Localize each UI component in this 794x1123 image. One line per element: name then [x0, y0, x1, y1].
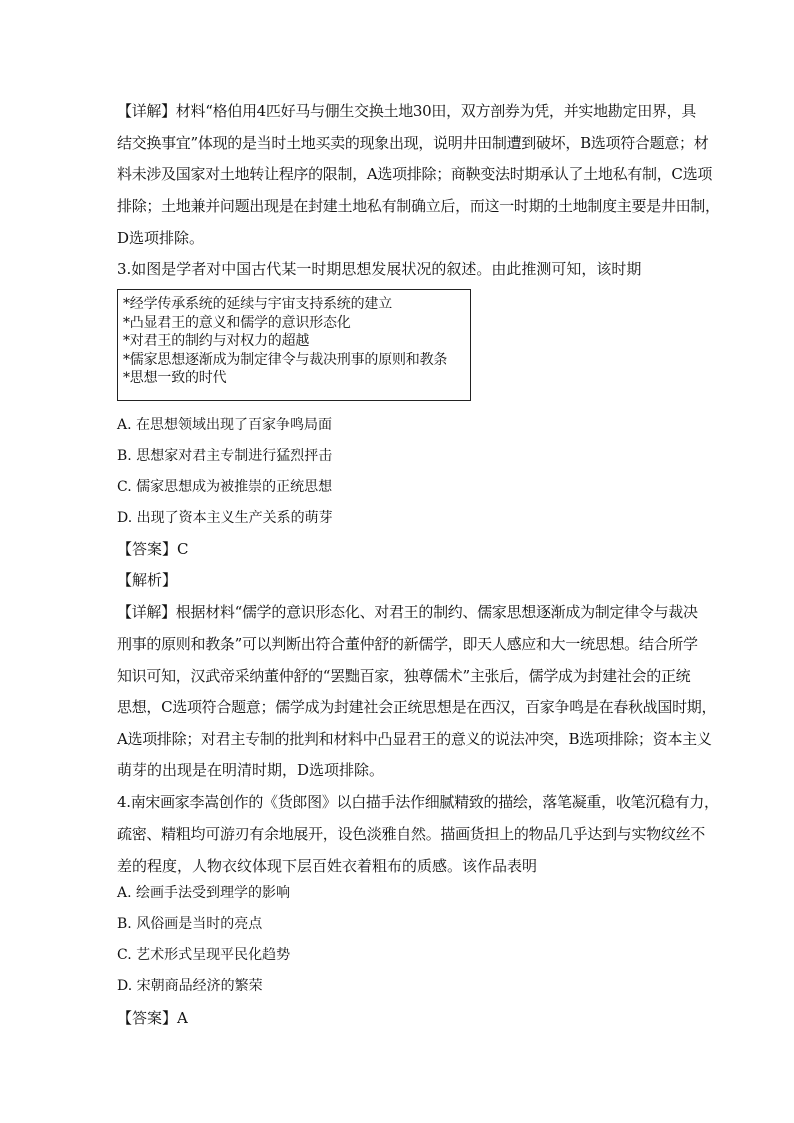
- q3-box-line-4: *儒家思想逐渐成为制定律令与裁决刑事的原则和教条: [123, 351, 448, 368]
- q4-option-b: B. 风俗画是当时的亮点: [117, 916, 263, 932]
- q3-answer: 【答案】C: [117, 540, 189, 558]
- q3-detail-line-4: 思想，C选项符合题意；儒学成为封建社会正统思想是在西汉，百家争鸣是在春秋战国时期，: [117, 698, 717, 716]
- q3-option-a: A. 在思想领域出现了百家争鸣局面: [117, 417, 333, 433]
- q3-option-d: D. 出现了资本主义生产关系的萌芽: [117, 510, 333, 526]
- q3-option-c: C. 儒家思想成为被推崇的正统思想: [117, 479, 333, 495]
- q4-stem-line-2: 疏密、精粗均可游刃有余地展开，设色淡雅自然。描画货担上的物品几乎达到与实物纹丝不: [117, 825, 706, 843]
- q3-detail-line-5: A选项排除；对君主专制的批判和材料中凸显君王的意义的说法冲突，B选项排除；资本主义: [117, 730, 712, 748]
- q3-box-line-2: *凸显君王的意义和儒学的意识形态化: [123, 314, 351, 331]
- q2-detail-line-5: D选项排除。: [117, 229, 205, 247]
- q3-detail-line-3: 知识可知，汉武帝采纳董仲舒的“罢黜百家，独尊儒术”主张后，儒学成为封建社会的正统: [117, 667, 691, 685]
- q4-option-d: D. 宋朝商品经济的繁荣: [117, 978, 263, 994]
- q3-detail-line-1: 【详解】根据材料“儒学的意识形态化、对君王的制约、儒家思想逐渐成为制定律令与裁决: [117, 603, 698, 621]
- q4-stem-line-3: 差的程度，人物衣纹体现下层百姓衣着粗布的质感。该作品表明: [117, 857, 538, 875]
- q3-box-line-5: *思想一致的时代: [123, 370, 227, 386]
- q4-option-a: A. 绘画手法受到理学的影响: [117, 885, 291, 901]
- q2-detail-line-4: 排除；土地兼并问题出现是在封建土地私有制确立后，而这一时期的土地制度主要是井田制，: [117, 197, 720, 215]
- q2-detail-line-1: 【详解】材料“格伯用4匹好马与倗生交换土地30田，双方剖券为凭，并实地勘定田界，具: [117, 102, 697, 120]
- q4-stem-line-1: 4.南宋画家李嵩创作的《货郎图》以白描手法作细腻精致的描绘，落笔凝重，收笔沉稳有力，: [117, 793, 719, 811]
- q4-answer: 【答案】A: [117, 1009, 188, 1027]
- q3-material-box: [117, 289, 471, 401]
- q3-option-b: B. 思想家对君主专制进行猛烈抨击: [117, 448, 333, 464]
- q3-box-line-1: *经学传承系统的延续与宇宙支持系统的建立: [123, 296, 392, 312]
- q3-analysis-heading: 【解析】: [117, 571, 178, 589]
- q3-detail-line-6: 萌芽的出现是在明清时期，D选项排除。: [117, 761, 385, 779]
- q3-stem: 3.如图是学者对中国古代某一时期思想发展状况的叙述。由此推测可知，该时期: [117, 260, 642, 278]
- q2-detail-line-2: 结交换事宜”体现的是当时土地买卖的现象出现，说明井田制遭到破坏，B选项符合题意；材: [117, 134, 709, 152]
- q3-box-line-3: *对君王的制约与对权力的超越: [123, 333, 310, 349]
- q4-option-c: C. 艺术形式呈现平民化趋势: [117, 947, 291, 963]
- q2-detail-line-3: 料未涉及国家对土地转让程序的限制，A选项排除；商鞅变法时期承认了土地私有制，C选项: [117, 165, 713, 183]
- q3-detail-line-2: 刑事的原则和教条”可以判断出符合董仲舒的新儒学，即天人感应和大一统思想。结合所学: [117, 635, 698, 653]
